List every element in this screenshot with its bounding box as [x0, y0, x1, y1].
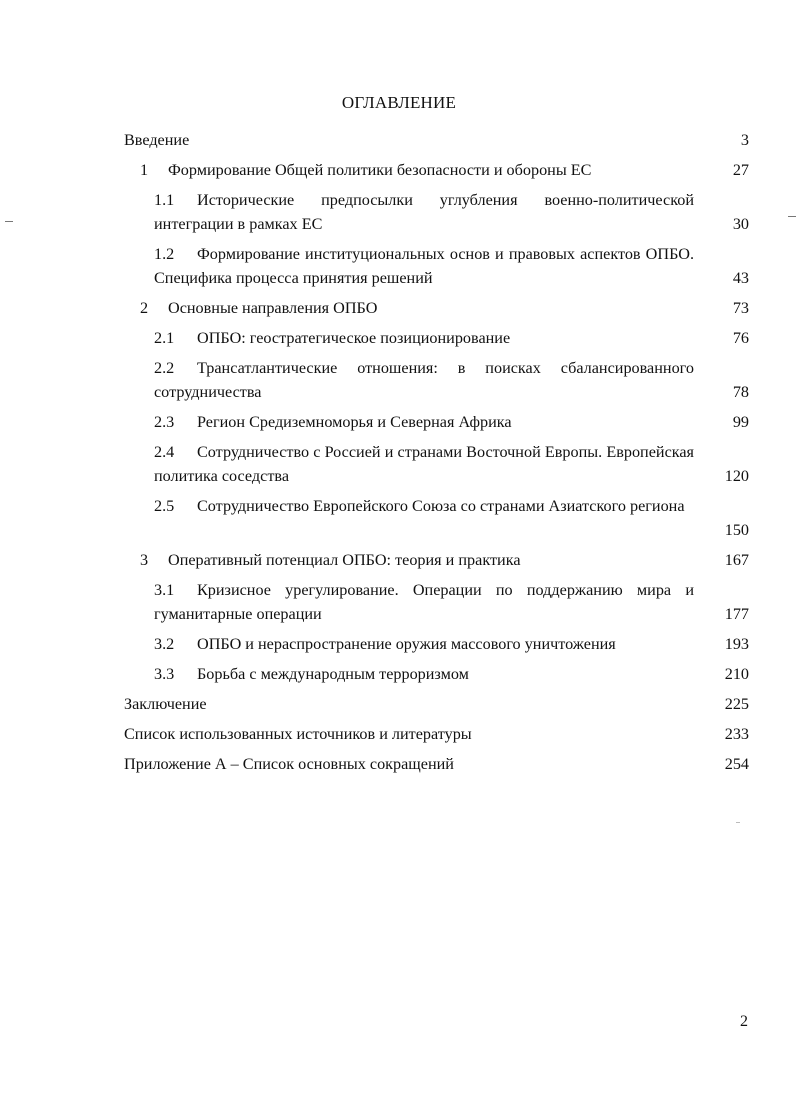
toc-entry-number: 1.1 [154, 191, 175, 209]
toc-entry-title: ОПБО: геостратегическое позиционирование [197, 329, 511, 347]
toc-entry-title: Кризисное урегулирование. Операции по поддержанию мира и гуманитарные операции [154, 581, 694, 623]
toc-page-number: 233 [724, 725, 749, 743]
toc-entry-number: 2.5 [154, 497, 175, 515]
toc-entry-title: Основные направления ОПБО [168, 299, 378, 317]
toc-entry-number: 2.3 [154, 413, 175, 431]
toc-page-number: 120 [724, 467, 749, 485]
toc-entry-number: 2.4 [154, 443, 175, 461]
toc-entry-title: Исторические предпосылки углубления военно-политической интеграции в рамках ЕС [154, 191, 694, 233]
toc-entry-section-2-5[interactable] [154, 494, 694, 542]
toc-page-number: 27 [732, 161, 749, 179]
toc-page-number: 150 [724, 521, 749, 539]
toc-page-number: 76 [732, 329, 749, 347]
toc-entry-number: 2.2 [154, 359, 175, 377]
toc-entry-section-3-1[interactable] [154, 578, 694, 626]
scan-speck [736, 822, 740, 823]
toc-page-number: 30 [732, 215, 749, 233]
toc-entry-title: Заключение [124, 695, 207, 713]
toc-entry-number: 3 [140, 551, 149, 569]
page-title: ОГЛАВЛЕНИЕ [341, 93, 457, 112]
toc-entry-section-1-1[interactable] [154, 188, 694, 236]
toc-page-number: 73 [732, 299, 749, 317]
scan-margin-mark [5, 221, 13, 222]
toc-page-number: 167 [724, 551, 749, 569]
toc-page-number: 193 [724, 635, 749, 653]
toc-page-number: 99 [732, 413, 749, 431]
toc-entry-title: Формирование Общей политики безопасности и обороны ЕС [168, 161, 592, 179]
toc-entry-section-1-2[interactable] [154, 242, 694, 290]
page-number: 2 [740, 1013, 748, 1030]
toc-entry-title: ОПБО и нераспространение оружия массового уничтожения [197, 635, 616, 653]
toc-entry-title: Список использованных источников и литературы [124, 725, 472, 743]
toc-entry-section-2-4[interactable] [154, 440, 694, 488]
toc-page-number: 3 [740, 131, 749, 149]
toc-entry-title: Борьба с международным терроризмом [197, 665, 469, 683]
toc-entry-number: 3.2 [154, 635, 175, 653]
toc-entry-number: 3.3 [154, 665, 175, 683]
toc-page-number: 43 [732, 269, 749, 287]
toc-entry-title: Оперативный потенциал ОПБО: теория и практика [168, 551, 521, 569]
toc-page-number: 254 [724, 755, 749, 773]
scan-margin-mark [788, 216, 796, 217]
toc-entry-number: 2.1 [154, 329, 175, 347]
toc-page-number: 210 [724, 665, 749, 683]
toc-entry-title: Трансатлантические отношения: в поисках сбалансированного сотрудничества [154, 359, 694, 401]
toc-entry-number: 3.1 [154, 581, 175, 599]
toc-entry-title: Регион Средиземноморья и Северная Африка [197, 413, 512, 431]
toc-entry-title: Формирование институциональных основ и правовых аспектов ОПБО. Специфика процесса принятия решений [154, 245, 694, 287]
toc-entry-title: Приложение А – Список основных сокращений [124, 755, 454, 773]
toc-page-number: 225 [724, 695, 749, 713]
toc-entry-title: Введение [124, 131, 190, 149]
toc-entry-number: 1 [140, 161, 149, 179]
toc-entry-number: 2 [140, 299, 149, 317]
toc-entry-title: Сотрудничество с Россией и странами Восточной Европы. Европейская политика соседства [154, 443, 694, 485]
toc-entry-title: Сотрудничество Европейского Союза со странами Азиатского региона [197, 497, 685, 515]
toc-entry-number: 1.2 [154, 245, 175, 263]
toc-entry-section-2-2[interactable] [154, 356, 694, 404]
toc-page-number: 78 [732, 383, 749, 401]
toc-page-number: 177 [724, 605, 749, 623]
